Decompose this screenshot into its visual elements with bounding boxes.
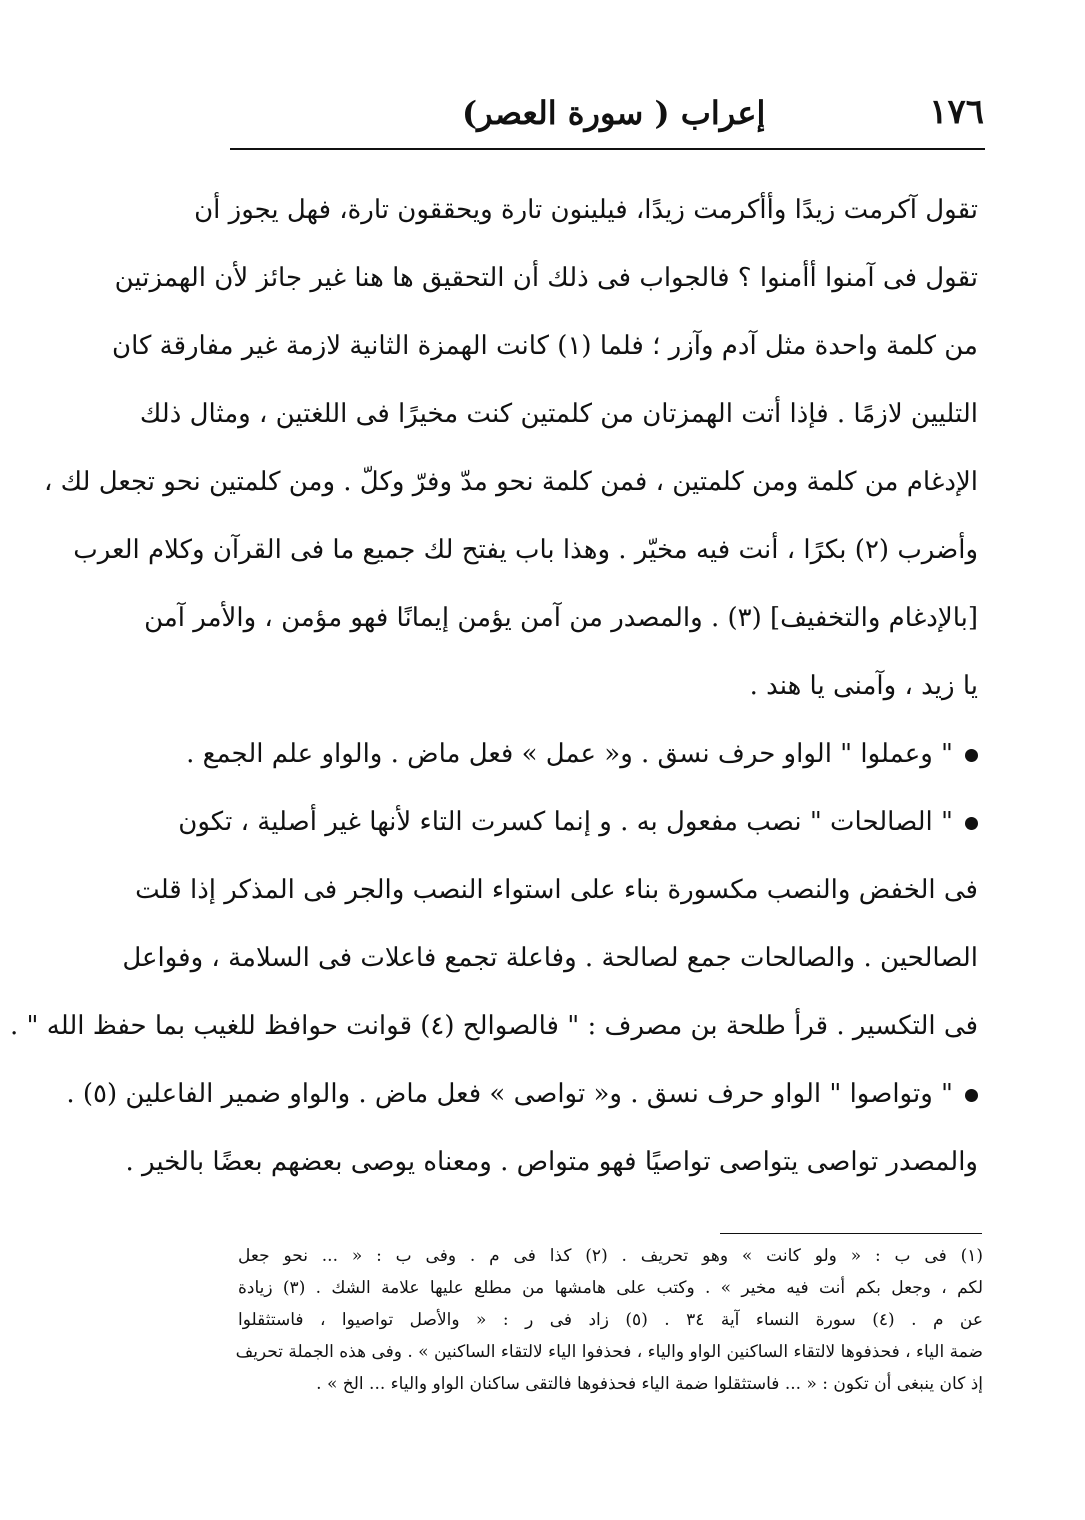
bullet-icon [965, 749, 978, 762]
text-line: التليين لازمًا . فإذا أتت الهمزتان من كلمتين كنت مخيرًا فى اللغتين ، ومثال ذلك [139, 399, 978, 429]
text-line: والمصدر تواصى يتواصى تواصيًا فهو متواص . ومعناه يوصى بعضهم بعضًا بالخير . [125, 1147, 978, 1177]
footnote-line: إذ كان ينبغى أن تكون : « ... فاستثقلوا ضمة الياء فحذفوها فالتقى ساكنان الواو والياء ... الخ » . [316, 1374, 983, 1394]
text-line: فى الخفض والنصب مكسورة بناء على استواء النصب والجر فى المذكر إذا قلت [135, 875, 978, 905]
section-waamilu [186, 720, 978, 788]
footnote-line: عن م . (٤) سورة النساء آية ٣٤ . (٥) زاد فى ر : « والأصل تواصيوا ، فاستثقلوا [238, 1310, 984, 1330]
section-text: " الصالحات " نصب مفعول به . و إنما كسرت التاء لأنها غير أصلية ، تكون [178, 807, 953, 837]
text-line: الصالحين . والصالحات جمع لصالحة . وفاعلة تجمع فاعلات فى السلامة ، وفواعل [122, 943, 978, 973]
main-text [10, 176, 978, 1196]
bullet-icon [965, 817, 978, 830]
text-line: [بالإدغام والتخفيف] (٣) . والمصدر من آمن يؤمن إيمانًا فهو مؤمن ، والأمر آمن [144, 603, 978, 633]
text-line: يا زيد ، وآمنى يا هند . [749, 671, 978, 701]
footnote-line: لكم ، وجعل بكم أنت فيه مخير » . وكتب على هامشها من مطلع عليها علامة الشك . (٣) زيادة [238, 1278, 983, 1298]
text-line: تقول فى آمنوا أأمنوا ؟ فالجواب فى ذلك أن التحقيق ها هنا غير جائز لأن الهمزتين [114, 263, 978, 293]
footnotes [235, 1240, 984, 1400]
section-watawasaw [66, 1060, 978, 1128]
text-line: فى التكسير . قرأ طلحة بن مصرف : " فالصوالح (٤) قوانت حوافظ للغيب بما حفظ الله " . [10, 1011, 978, 1041]
running-title: إعراب ( سورة العصر) [462, 94, 766, 132]
text-line: من كلمة واحدة مثل آدم وآزر ؛ فلما (١) كانت الهمزة الثانية لازمة غير مفارقة كان [111, 331, 978, 361]
footnote-rule [720, 1233, 982, 1234]
text-line: الإدغام من كلمة ومن كلمتين ، فمن كلمة نحو مدّ وفرّ وكلّ . ومن كلمتين نحو تجعل لك ، [43, 467, 978, 497]
section-text: " وعملوا " الواو حرف نسق . و« عمل » فعل ماض . والواو علم الجمع . [186, 739, 953, 769]
text-line: تقول آكرمت زيدًا وأأكرمت زيدًا، فيلينون تارة ويحققون تارة، فهل يجوز أن [194, 195, 978, 225]
text-line: وأضرب (٢) بكرًا ، أنت فيه مخيّر . وهذا باب يفتح لك جميع ما فى القرآن وكلام العرب [73, 535, 978, 565]
header-rule [230, 148, 985, 150]
footnote-line: (١) فى ب : « ولو كانت » وهو تحريف . (٢) كذا فى م . وفى ب : « ... نحو جعل [238, 1246, 983, 1266]
footnote-line: ضمة الياء ، فحذفوها لالتقاء الساكنين الواو والياء ، فحذفوا الياء لالتقاء الساكنين » . وفى هذه الجملة تحريف [235, 1342, 983, 1362]
section-assalihat [178, 788, 978, 856]
page-number: ١٧٦ [929, 92, 984, 132]
bullet-icon [965, 1089, 978, 1102]
section-text: " وتواصوا " الواو حرف نسق . و« تواصى » فعل ماض . والواو ضمير الفاعلين (٥) . [66, 1079, 953, 1109]
page-header [232, 88, 984, 132]
